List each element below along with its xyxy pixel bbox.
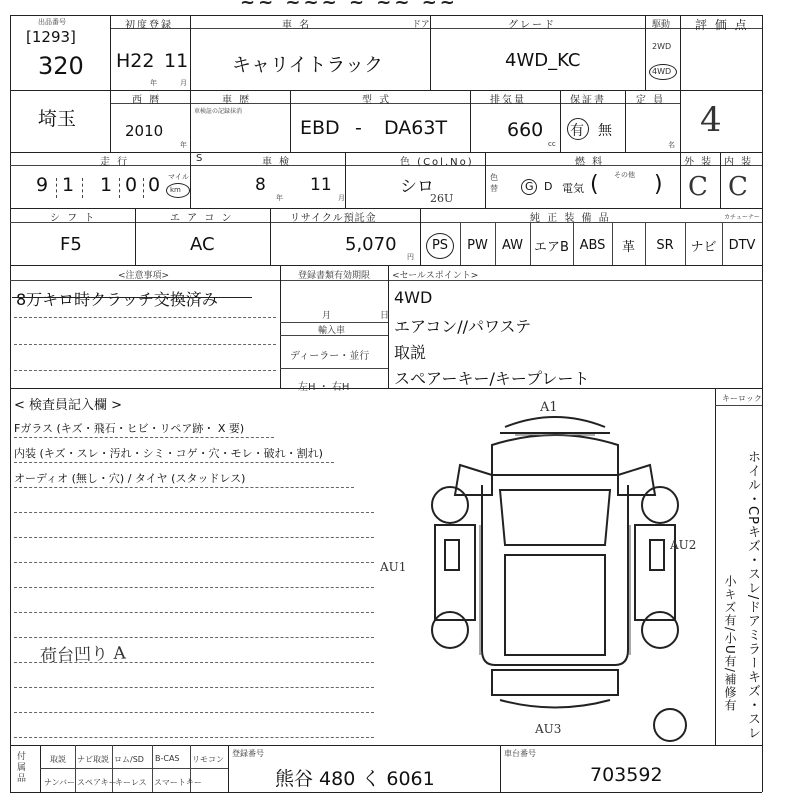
region: 埼玉 xyxy=(38,108,77,130)
color-change-label: 色替 xyxy=(490,173,498,193)
auction-header: 出品番号 xyxy=(38,18,66,26)
inspection-month: 11 xyxy=(310,175,332,195)
score-value: 4 xyxy=(700,100,722,140)
recycle-header: リサイクル預託金 xyxy=(290,213,377,224)
acc-manual: 取説 xyxy=(50,755,66,764)
mileage-digit-1: 9 xyxy=(36,174,49,196)
model-prefix: EBD xyxy=(300,117,340,139)
chassis-number: 703592 xyxy=(590,764,663,786)
fuel-g: G xyxy=(525,180,534,193)
acc-spare-key: スペアキー xyxy=(77,778,117,787)
acc-keyless: キーレス xyxy=(115,778,147,787)
equip-airbag: エアB xyxy=(534,239,569,255)
drive-4wd: 4WD xyxy=(652,67,672,76)
displacement-header: 排気量 xyxy=(490,95,526,106)
sheet-title: ~~ ~~~ ~ ~~ ~~ xyxy=(240,0,458,13)
handwritten-note: 荷台凹り A xyxy=(39,643,127,667)
inspector-line-1: Fガラス (キズ・飛石・ヒビ・リペア跡・ X 要) xyxy=(14,422,245,435)
inspector-line-2: 内装 (キズ・スレ・汚れ・シミ・コゲ・穴・モレ・破れ・割れ) xyxy=(14,447,323,460)
interior-header: 内 装 xyxy=(724,157,754,168)
fuel-paren-open: ( xyxy=(590,172,599,197)
repair-note-vertical: 小キズ有/小U有/補修有 xyxy=(723,575,737,712)
grade: 4WD_KC xyxy=(505,50,581,71)
import-label: 輸入車 xyxy=(318,326,346,336)
color-code: 26U xyxy=(430,192,454,205)
warranty-no: 無 xyxy=(598,123,612,139)
score-header: 評 価 点 xyxy=(695,18,749,32)
acc-remote: リモコン xyxy=(192,755,224,764)
equip-pw: PW xyxy=(467,237,488,253)
dealer-parallel: ディーラー・並行 xyxy=(290,351,370,362)
acc-bcas: B-CAS xyxy=(155,754,180,763)
inspection-header: 車 検 xyxy=(262,157,292,168)
reg-number-label: 登録番号 xyxy=(232,749,264,758)
damage-mark-left: AU1 xyxy=(380,560,407,574)
shift-s-header: S xyxy=(196,153,205,164)
acc-smart-key: スマートキー xyxy=(154,778,202,787)
handle-side: 左H ・ 右H xyxy=(298,382,350,393)
exterior-header: 外 装 xyxy=(684,157,714,168)
shift-header: シ フ ト xyxy=(50,213,97,224)
warranty-header: 保証書 xyxy=(570,95,606,106)
model-header: 型 式 xyxy=(362,95,392,106)
inspector-header: < 検査員記入欄 > xyxy=(14,398,123,413)
history-note: 車検証の記録抹消 xyxy=(194,108,243,115)
reg-month: 月 xyxy=(322,311,332,321)
interior-grade: C xyxy=(728,172,748,202)
damage-mark-bottom: AU3 xyxy=(535,722,562,736)
inspection-year: 8 xyxy=(255,175,266,195)
equip-navi: ナビ xyxy=(690,239,717,255)
equip-ps: PS xyxy=(431,237,449,253)
capacity-unit: 名 xyxy=(668,141,675,149)
model-year: 2010 xyxy=(125,122,164,140)
door-header: ドア xyxy=(412,20,430,30)
lot-number: 320 xyxy=(38,52,84,80)
first-reg-year-label: 年 xyxy=(150,79,157,87)
fuel-paren-close: ) xyxy=(654,172,663,197)
exterior-grade: C xyxy=(688,172,708,202)
grade-header: グレード xyxy=(508,20,556,31)
shift-value: F5 xyxy=(60,234,82,255)
first-reg-era: H22 xyxy=(116,50,155,72)
year-unit: 年 xyxy=(180,141,187,149)
mileage-digit-3: 1 xyxy=(100,174,113,196)
key-lock-header: キーロック xyxy=(722,394,762,403)
history-header: 車 歴 xyxy=(222,95,252,106)
drive-header: 駆動 xyxy=(652,20,671,30)
mileage-unit-mile: マイル xyxy=(168,173,189,181)
equipment-header: 純 正 装 備 品 xyxy=(530,213,611,224)
acc-navi-manual: ナビ取説 xyxy=(77,755,109,764)
equip-aw: AW xyxy=(501,237,524,253)
car-diagram xyxy=(420,395,690,745)
mileage-header: 走 行 xyxy=(100,157,130,168)
note-text: 8万キロ時クラッチ交換済み xyxy=(16,290,218,309)
year-header: 西 暦 xyxy=(132,95,162,106)
displacement: 660 xyxy=(507,119,544,141)
inspector-line-3: オーディオ (無し・穴) / タイヤ (スタッドレス) xyxy=(14,472,246,485)
model-code: DA63T xyxy=(384,117,448,139)
plate-number: 熊谷 480 く 6061 xyxy=(275,768,435,790)
sales-point-2: エアコン//パワステ xyxy=(394,317,532,336)
fuel-header: 燃 料 xyxy=(575,157,605,168)
equip-dtv: DTV xyxy=(728,237,756,253)
acc-number: ナンバー xyxy=(44,778,76,787)
auction-number: [1293] xyxy=(26,28,76,46)
warranty-yes: 有 xyxy=(570,123,584,139)
displacement-unit: cc xyxy=(548,140,556,148)
sales-point-3: 取説 xyxy=(394,343,427,362)
chassis-label: 車台番号 xyxy=(504,749,536,758)
first-reg-month-label: 月 xyxy=(180,79,187,87)
wheel-note-vertical: ホイル・CPキズ・スレ/ドアミラーキズ・スレ xyxy=(745,450,760,741)
inspection-month-label: 月 xyxy=(338,194,345,202)
mileage-digit-2: 1 xyxy=(62,174,75,196)
fuel-d: D xyxy=(544,180,553,193)
aircon-value: AC xyxy=(190,234,215,255)
mileage-digit-5: 0 xyxy=(148,174,161,196)
car-name-header: 車 名 xyxy=(282,20,312,31)
reg-valid-header: 登録書類有効期限 xyxy=(298,271,371,281)
fuel-electric: 電気 xyxy=(562,182,584,195)
recycle-fee: 5,070 xyxy=(345,234,397,255)
equip-sr: SR xyxy=(656,237,674,253)
capacity-header: 定 員 xyxy=(636,95,666,106)
color: シロ xyxy=(400,177,434,197)
damage-mark-top: A1 xyxy=(540,400,558,415)
theft-header: カチューナー xyxy=(724,214,760,221)
notes-header: <注意事項> xyxy=(118,271,170,281)
damage-mark-right: AU2 xyxy=(670,538,697,552)
drive-2wd: 2WD xyxy=(652,42,672,51)
first-reg-header: 初度登録 xyxy=(125,20,173,31)
mileage-unit-km: km xyxy=(170,186,181,194)
color-header: 色 (Col.No) xyxy=(400,157,474,168)
sales-point-1: 4WD xyxy=(394,288,433,307)
inspection-year-label: 年 xyxy=(276,194,283,202)
aircon-header: エ ア コ ン xyxy=(170,213,234,224)
first-reg-month: 11 xyxy=(164,50,189,72)
accessories-label: 付属品 xyxy=(17,752,27,784)
car-name: キャリイトラック xyxy=(232,54,384,76)
recycle-unit: 円 xyxy=(407,253,414,261)
mileage-digit-4: 0 xyxy=(125,174,138,196)
model-dash: - xyxy=(355,117,362,139)
sales-point-4: スペアーキー/キープレート xyxy=(394,369,590,388)
equip-abs: ABS xyxy=(579,237,606,253)
acc-rom-sd: ロム/SD xyxy=(114,755,144,764)
equip-leather: 革 xyxy=(621,239,635,255)
fuel-other-label: その他 xyxy=(614,171,635,179)
reg-day: 日 xyxy=(380,311,390,321)
sales-points-header: <セールスポイント> xyxy=(392,271,479,281)
